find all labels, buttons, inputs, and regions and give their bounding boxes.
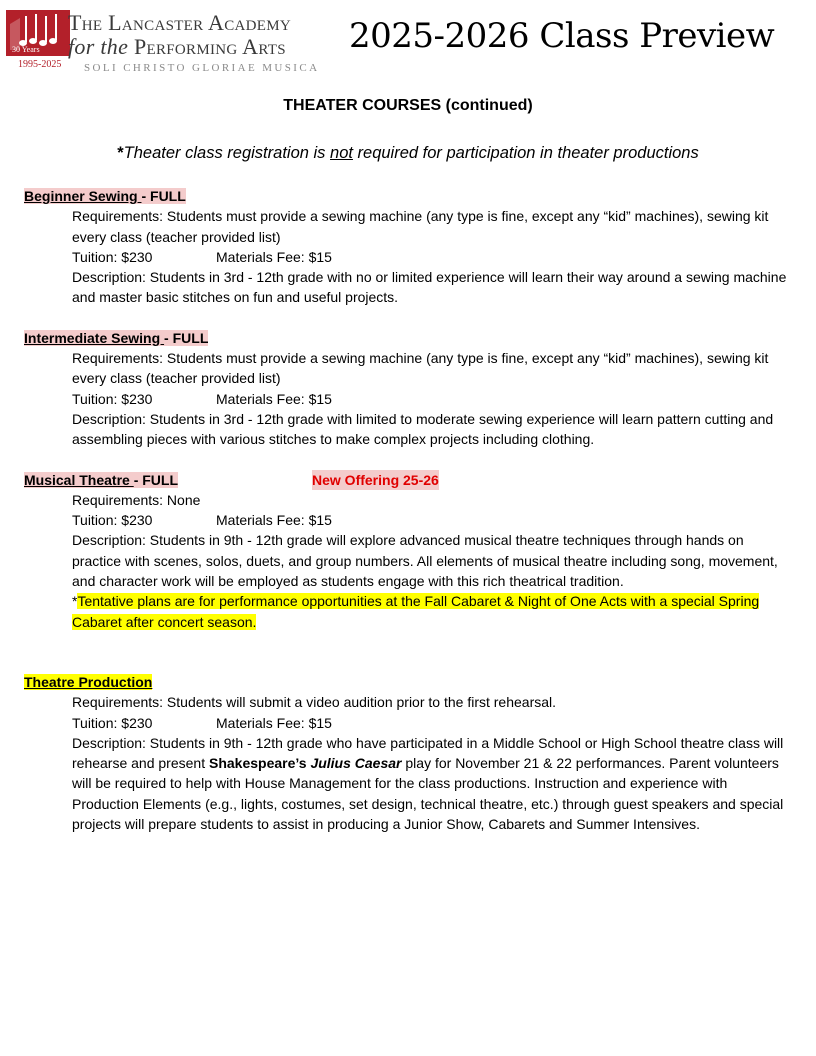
- course-status: - FULL: [133, 471, 179, 488]
- course-beginner-sewing: [24, 186, 796, 308]
- description-part-a: Description: Students in 9th - 12th grade who have participated in a Middle School or High School theatre class will rehearse and present: [72, 734, 784, 772]
- course-list: [24, 186, 796, 854]
- course-requirements: Requirements: Students must provide a sewing machine (any type is fine, except any “kid” machines), sewing kit every class (teacher provided list): [72, 350, 769, 387]
- logo-name-line1: The Lancaster Academy: [68, 10, 292, 35]
- note-star: *: [117, 144, 124, 162]
- course-heading: [24, 328, 796, 348]
- logo-motto: SOLI CHRISTO GLORIAE MUSICA: [84, 62, 320, 74]
- course-requirements: Requirements: None: [72, 491, 201, 508]
- course-status: - FULL: [141, 188, 186, 204]
- note-text-after: required for participation in theater productions: [352, 144, 699, 162]
- course-tuition: Tuition: $230: [72, 390, 153, 407]
- course-requirements: Requirements: Students must provide a sewing machine (any type is fine, except any “kid” machines), sewing kit every class (teacher provided list): [72, 208, 769, 245]
- course-name: Theatre Production: [24, 673, 153, 690]
- course-description: Description: Students in 3rd - 12th grade with no or limited experience will learn their way around a sewing machine and master basic stitches on fun and useful projects.: [72, 269, 787, 306]
- tentative-text: Tentative plans are for performance opportunities at the Fall Cabaret & Night of One Acts with a special Spring Cabaret after concert season.: [72, 593, 760, 630]
- course-description: Description: Students in 3rd - 12th grade with limited to moderate sewing experience will learn pattern cutting and assembling pieces with various stitches to make complex projects including clothing.: [72, 410, 774, 448]
- page-title: 2025-2026 Class Preview: [349, 16, 775, 56]
- section-heading: THEATER COURSES (continued): [283, 97, 533, 114]
- course-tentative-note: [72, 591, 796, 632]
- course-theatre-production: [24, 672, 796, 834]
- course-heading: [24, 672, 796, 692]
- logo-name-line2-b: Performing Arts: [133, 34, 286, 59]
- course-name: Intermediate Sewing: [24, 329, 165, 346]
- course-requirements: Requirements: Students will submit a video audition prior to the first rehearsal.: [72, 694, 557, 711]
- course-name: Beginner Sewing: [24, 188, 142, 204]
- logo-name-line2: [68, 34, 286, 60]
- description-bold: Shakespeare’s: [208, 755, 311, 772]
- description-bold-italic: Julius Caesar: [310, 755, 402, 772]
- course-materials-fee: Materials Fee: $15: [216, 390, 332, 407]
- course-materials-fee: Materials Fee: $15: [216, 714, 332, 731]
- course-materials-fee: Materials Fee: $15: [216, 248, 332, 265]
- note-text-underlined: not: [330, 144, 353, 162]
- description-part-b: play for November 21 & 22 performances. Parent volunteers will be required to help with House Management for the class productions. Instruction and experience with Production Elements (e.g., lights, costumes, set design, technical theatre, etc.) through guest speakers and special projects will prepare students to assist in producing a Junior Show, Cabarets and Summer Intensives.: [72, 755, 784, 833]
- course-description: Description: Students in 9th - 12th grade will explore advanced musical theatre techniques through hands on practice with scenes, solos, duets, and group numbers. All elements of musical theatre including song, movement, and character work will be employed as students engage with this rich theatrical tradition.: [72, 532, 778, 590]
- course-intermediate-sewing: [24, 328, 796, 450]
- note-text-before: Theater class registration is: [123, 144, 331, 162]
- logo-years: 1995-2025: [18, 59, 62, 70]
- course-heading: [24, 470, 796, 490]
- course-tuition: Tuition: $230: [72, 714, 153, 731]
- new-offering-badge: New Offering 25-26: [312, 470, 439, 490]
- course-name: Musical Theatre: [24, 471, 134, 488]
- page-header: [0, 0, 816, 80]
- course-materials-fee: Materials Fee: $15: [216, 512, 332, 529]
- course-tuition: Tuition: $230: [72, 512, 153, 529]
- course-description: [72, 733, 796, 834]
- logo-name-line2-a: for the: [68, 34, 129, 59]
- course-heading: [24, 186, 796, 206]
- academy-logo: [6, 10, 342, 76]
- course-musical-theatre: [24, 470, 796, 632]
- course-tuition: Tuition: $230: [72, 248, 153, 265]
- tentative-star: *: [72, 593, 78, 610]
- course-status: - FULL: [164, 329, 209, 346]
- years-badge-text: 30 Years: [12, 45, 40, 54]
- registration-note: [0, 144, 816, 163]
